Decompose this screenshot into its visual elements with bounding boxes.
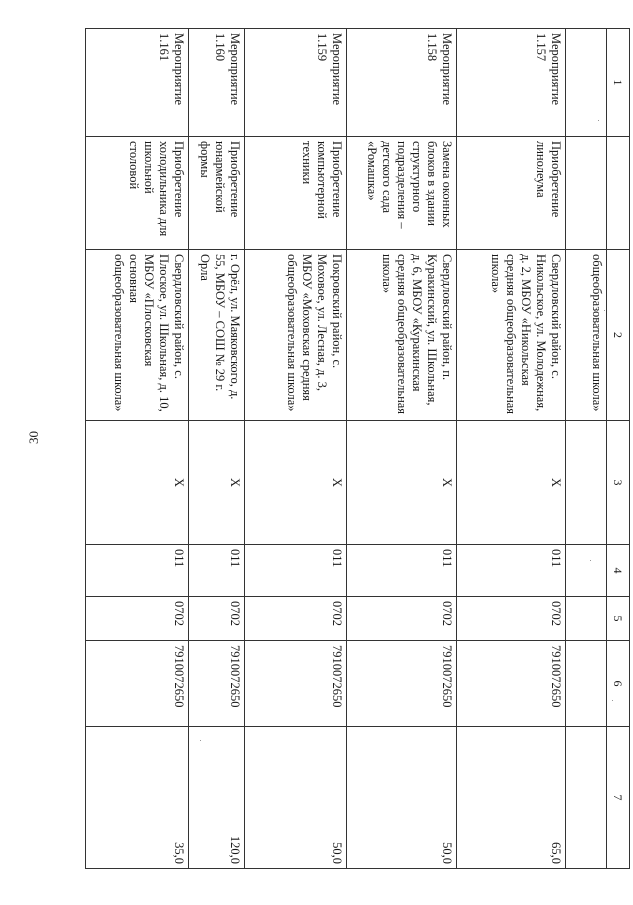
row-code-0702: 0702	[244, 597, 347, 641]
row-code-0702: 0702	[456, 597, 565, 641]
row-x-mark: Х	[456, 421, 565, 545]
row-measure-name: Приобретение холодильника для школьной столовой	[86, 137, 189, 250]
header-col-3: 3	[606, 421, 629, 545]
row-measure-name: Замена оконных блоков в здании структурного подразделения – детского сада «Ромашка»	[347, 137, 456, 250]
row-measure-id: Мероприятие 1.160	[188, 29, 244, 137]
row-measure-id: Мероприятие 1.157	[456, 29, 565, 137]
table-header-row	[606, 29, 629, 869]
row-x-mark: Х	[244, 421, 347, 545]
row-location: Свердловский район, с. Никольское, ул. Молодежная, д. 2, МБОУ «Никольская средняя общеобразовательная школа»	[456, 250, 565, 421]
row-location: Покровский район, с. Моховое, ул. Лесная, д. 3, МБОУ «Моховская средняя общеобразовательная школа»	[244, 250, 347, 421]
table-row	[456, 29, 565, 869]
header-col-2-label: 2	[606, 250, 629, 421]
header-col-2	[606, 137, 629, 250]
row-measure-name: Приобретение юнармейской формы	[188, 137, 244, 250]
row-location: г. Орёл, ул. Маяковского, д. 55, МБОУ – СОШ № 29 г. Орла	[188, 250, 244, 421]
table-row	[86, 29, 189, 869]
rotated-table-sheet	[85, 28, 630, 868]
row-code-target: 7910072650	[188, 641, 244, 727]
row-measure-name: Приобретение компьютерной техники	[244, 137, 347, 250]
scan-speck	[604, 310, 605, 311]
row-amount: 120,0	[188, 727, 244, 869]
page-number: 30	[26, 431, 41, 444]
row-measure-name: Приобретение линолеума	[456, 137, 565, 250]
header-col-1: 1	[606, 29, 629, 137]
row-code-011: 011	[456, 545, 565, 597]
row-code-011: 011	[188, 545, 244, 597]
row-location: Свердловский район, с. Плоское, ул. Школьная, д. 10, МБОУ «Плосковская основная общеобразовательная школа»	[86, 250, 189, 421]
row-code-target: 7910072650	[347, 641, 456, 727]
scan-speck	[590, 560, 591, 561]
row-code-0702: 0702	[188, 597, 244, 641]
row-x-mark: Х	[188, 421, 244, 545]
row-code-011: 011	[86, 545, 189, 597]
row-code-011: 011	[244, 545, 347, 597]
row-location: Свердловский район, п. Куракинский, ул. Школьная, д. 6, МБОУ «Куракинская средняя общеобразовательная школа»	[347, 250, 456, 421]
continuation-row	[566, 29, 606, 869]
budget-measures-table	[85, 28, 630, 869]
header-col-6: 6	[606, 641, 629, 727]
row-code-target: 7910072650	[456, 641, 565, 727]
row-code-0702: 0702	[347, 597, 456, 641]
row-measure-id: Мероприятие 1.161	[86, 29, 189, 137]
row-measure-id: Мероприятие 1.159	[244, 29, 347, 137]
row-x-mark: Х	[347, 421, 456, 545]
header-col-7: 7	[606, 727, 629, 869]
row-x-mark: Х	[86, 421, 189, 545]
row-amount: 65,0	[456, 727, 565, 869]
row-measure-id: Мероприятие 1.158	[347, 29, 456, 137]
scan-speck	[200, 740, 201, 741]
continuation-text: общеобразовательная школа»	[566, 250, 606, 421]
row-amount: 35,0	[86, 727, 189, 869]
header-col-5: 5	[606, 597, 629, 641]
row-code-011: 011	[347, 545, 456, 597]
table-row	[244, 29, 347, 869]
scan-speck	[612, 700, 613, 701]
table-row	[347, 29, 456, 869]
scan-speck	[598, 120, 599, 121]
row-amount: 50,0	[347, 727, 456, 869]
row-amount: 50,0	[244, 727, 347, 869]
row-code-target: 7910072650	[86, 641, 189, 727]
row-code-0702: 0702	[86, 597, 189, 641]
row-code-target: 7910072650	[244, 641, 347, 727]
table-row	[188, 29, 244, 869]
header-col-4: 4	[606, 545, 629, 597]
